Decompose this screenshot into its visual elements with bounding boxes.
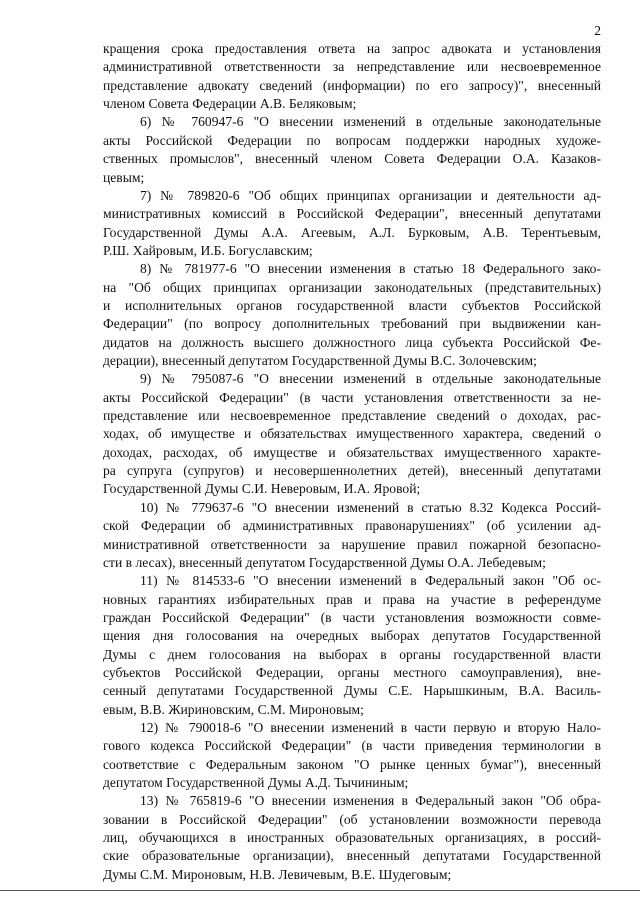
text-line: цевым; bbox=[103, 169, 145, 185]
text-line: 12) № 790018-6 "О внесении изменений в части первую и вторую Нало- bbox=[140, 720, 601, 735]
text-line: представление адвокату сведений (информации) по его запросу)", внесенный bbox=[103, 77, 601, 93]
text-line: ра супруга (супругов) и несовершеннолетних детей), внесенный депутатами bbox=[103, 463, 601, 479]
text-line: и исполнительных органов государственной власти субъектов Российской bbox=[103, 297, 601, 313]
text-line: акты Российской Федерации по вопросам поддержки народных художе- bbox=[103, 132, 601, 148]
text-line: депутатом Государственной Думы А.Д. Тычининым; bbox=[103, 775, 409, 790]
text-line: 13) № 765819-6 "О внесении изменения в Федеральный закон "Об обра- bbox=[140, 793, 601, 809]
text-line: на "Об общих принципах организации законодательных (представительных) bbox=[103, 279, 601, 295]
text-line: представление или несвоевременное представление сведений о доходах, рас- bbox=[103, 408, 601, 423]
text-line: 6) № 760947-6 "О внесении изменений в отдельные законодательные bbox=[140, 114, 601, 130]
text-line: ской Федерации об административных правонарушениях" (об усилении ад- bbox=[103, 518, 601, 534]
text-line: лиц, обучающихся в иностранных образовательных организациях, в россий- bbox=[103, 830, 601, 846]
text-line: министративной ответственности за нарушение правил пожарной безопасно- bbox=[103, 536, 601, 552]
text-line: зовании в Российской Федерации" (об установлении возможности перевода bbox=[103, 811, 601, 827]
text-line: щения дня голосования на очередных выборах депутатов Государственной bbox=[103, 628, 601, 644]
text-line: Федерации" (по вопросу дополнительных требований при выдвижении кан- bbox=[103, 316, 601, 332]
text-line: граждан Российской Федерации" (в части установления возможности совме- bbox=[103, 609, 601, 625]
text-line: доходах, расходах, об имуществе и обязательствах имущественного характе- bbox=[103, 444, 601, 460]
text-line: ские образовательные организации), внесенный депутатами Государственной bbox=[103, 848, 601, 864]
text-line: кращения срока предоставления ответа на запрос адвоката и установления bbox=[103, 41, 601, 56]
text-line: Думы С.М. Мироновым, Н.В. Левичевым, В.Е. Шудеговым; bbox=[103, 866, 452, 882]
text-line: акты Российской Федерации" (в части установления ответственности за не- bbox=[103, 389, 601, 405]
text-line: новных гарантиях избирательных прав и права на участие в референдуме bbox=[103, 591, 601, 607]
text-line: 10) № 779637-6 "О внесении изменений в статью 8.32 Кодекса Россий- bbox=[140, 499, 601, 515]
text-line: Думы с днем голосования на выборах в органы государственной власти bbox=[103, 646, 601, 662]
text-line: членом Совета Федерации А.В. Беляковым; bbox=[103, 96, 357, 112]
text-line: гового кодекса Российской Федерации" (в части приведения терминологии в bbox=[103, 738, 601, 754]
text-line: сенный депутатами Государственной Думы С.Е. Нарышкиным, В.А. Василь- bbox=[103, 683, 601, 699]
text-line: Государственной Думы С.И. Неверовым, И.А. Яровой; bbox=[103, 481, 421, 497]
page-number: 2 bbox=[594, 23, 601, 38]
page-bottom-rule bbox=[0, 890, 640, 891]
text-line: дерации), внесенный депутатом Государственной Думы В.С. Золочевским; bbox=[103, 353, 537, 368]
text-line: административной ответственности за непредставление или несвоевременное bbox=[103, 59, 601, 75]
text-line: 9) № 795087-6 "О внесении изменений в отдельные законодательные bbox=[140, 371, 601, 387]
text-line: соответствие с Федеральным законом "О рынке ценных бумаг"), внесенный bbox=[103, 756, 601, 772]
text-line: дидатов на должность высшего должностного лица субъекта Российской Фе- bbox=[103, 334, 601, 350]
text-line: ходах, об имуществе и обязательствах имущественного характера, сведений о bbox=[103, 426, 601, 442]
text-line: евым, В.В. Жириновским, С.М. Мироновым; bbox=[103, 701, 364, 717]
text-line: 8) № 781977-6 "О внесении изменения в статью 18 Федерального зако- bbox=[140, 261, 601, 277]
text-line: Государственной Думы А.А. Агеевым, А.Л. Бурковым, А.В. Терентьевым, bbox=[103, 224, 601, 240]
text-line: министративных комиссий в Российской Федерации", внесенный депутатами bbox=[103, 206, 601, 222]
text-line: 7) № 789820-6 "Об общих принципах организации и деятельности ад- bbox=[140, 187, 601, 203]
text-line: ственных промыслов", внесенный членом Совета Федерации О.А. Казаков- bbox=[103, 151, 601, 167]
text-line: 11) № 814533-6 "О внесении изменений в Федеральный закон "Об ос- bbox=[140, 573, 601, 589]
text-line: Р.Ш. Хайровым, И.Б. Богуславским; bbox=[103, 242, 313, 258]
text-line: сти в лесах), внесенный депутатом Государственной Думы О.А. Лебедевым; bbox=[103, 554, 546, 570]
text-line: субъектов Российской Федерации, органы местного самоуправления), вне- bbox=[103, 664, 601, 680]
